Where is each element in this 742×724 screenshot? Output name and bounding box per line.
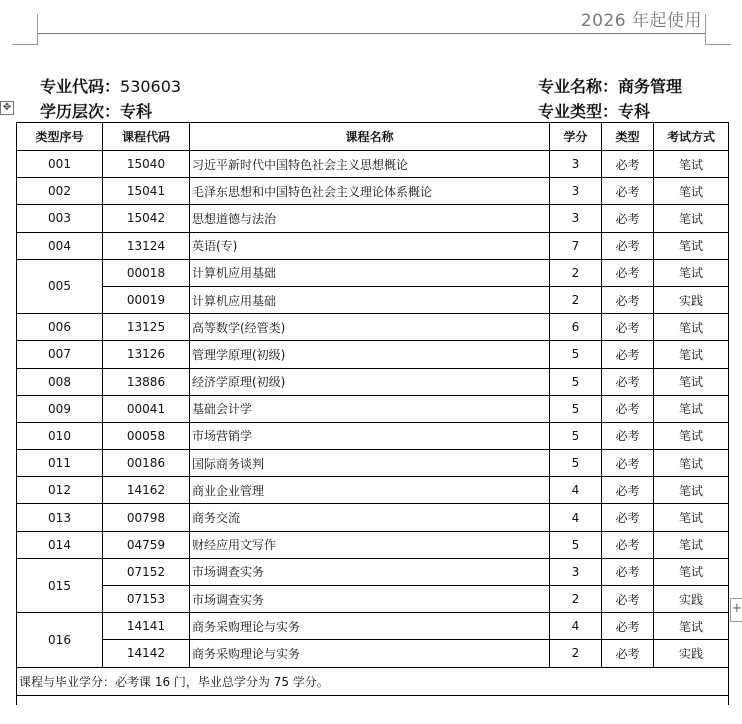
course-code-cell: 14162: [103, 477, 190, 504]
seq-cell: 007: [17, 341, 103, 368]
course-type-cell: 必考: [602, 450, 654, 477]
exam-method-cell: 笔试: [654, 504, 729, 531]
graduation-credits-note: 课程与毕业学分：必考课 16 门，毕业总学分为 75 学分。: [17, 667, 729, 695]
education-level-label: 学历层次：: [40, 102, 121, 121]
course-name-cell: 管理学原理(初级): [190, 341, 550, 368]
course-name-cell: 英语(专): [190, 232, 550, 259]
credits-cell: 5: [550, 450, 602, 477]
course-code-cell: 00041: [103, 395, 190, 422]
seq-cell: 005: [17, 259, 103, 313]
course-code-cell: 13125: [103, 314, 190, 341]
table-row: [17, 450, 729, 477]
header-rule: [38, 33, 705, 34]
course-table: [16, 122, 729, 705]
major-type-label: 专业类型：: [538, 102, 619, 121]
course-code-cell: 00058: [103, 422, 190, 449]
table-row: [17, 613, 729, 640]
course-code-cell: 15041: [103, 178, 190, 205]
exam-method-cell: 笔试: [654, 178, 729, 205]
table-row: [17, 422, 729, 449]
credits-cell: 2: [550, 286, 602, 313]
seq-cell: 012: [17, 477, 103, 504]
table-row: [17, 232, 729, 259]
exam-method-cell: 实践: [654, 286, 729, 313]
exam-method-cell: 笔试: [654, 205, 729, 232]
credits-cell: 4: [550, 477, 602, 504]
education-level-value: 专科: [120, 102, 153, 121]
credits-cell: 5: [550, 368, 602, 395]
credits-cell: 7: [550, 232, 602, 259]
course-code-cell: 07153: [103, 586, 190, 613]
credits-cell: 2: [550, 586, 602, 613]
major-code-value: 530603: [120, 77, 182, 96]
header-credits: 学分: [550, 123, 602, 151]
course-type-cell: 必考: [602, 314, 654, 341]
table-row: [17, 286, 729, 313]
course-type-cell: 必考: [602, 341, 654, 368]
course-name-cell: 习近平新时代中国特色社会主义思想概论: [190, 151, 550, 178]
move-icon[interactable]: ✥: [0, 101, 14, 115]
header-exam: 考试方式: [654, 123, 729, 151]
course-name-cell: 毛泽东思想和中国特色社会主义理论体系概论: [190, 178, 550, 205]
table-row: [17, 151, 729, 178]
seq-cell: 001: [17, 151, 103, 178]
credits-cell: 4: [550, 504, 602, 531]
course-code-cell: 04759: [103, 531, 190, 558]
seq-cell: 002: [17, 178, 103, 205]
course-code-cell: 15040: [103, 151, 190, 178]
course-name-cell: 计算机应用基础: [190, 259, 550, 286]
course-name-cell: 市场营销学: [190, 422, 550, 449]
table-header-row: [17, 123, 729, 151]
credits-cell: 3: [550, 558, 602, 585]
header-type: 类型: [602, 123, 654, 151]
exam-method-cell: 笔试: [654, 151, 729, 178]
course-table-body: [17, 151, 729, 668]
major-type-line: [538, 99, 650, 122]
credits-cell: 5: [550, 395, 602, 422]
exam-method-cell: 笔试: [654, 450, 729, 477]
credits-cell: 2: [550, 259, 602, 286]
table-row: [17, 341, 729, 368]
footer-row: [17, 667, 729, 695]
credits-cell: 6: [550, 314, 602, 341]
credits-cell: 3: [550, 151, 602, 178]
major-name-value: 商务管理: [618, 77, 683, 96]
course-name-cell: 财经应用文写作: [190, 531, 550, 558]
exam-method-cell: 笔试: [654, 341, 729, 368]
page-corner-mark-top-left: [12, 14, 38, 45]
exam-method-cell: 笔试: [654, 477, 729, 504]
exam-method-cell: 笔试: [654, 395, 729, 422]
blank-row: [17, 695, 729, 705]
credits-cell: 3: [550, 178, 602, 205]
course-name-cell: 高等数学(经管类): [190, 314, 550, 341]
course-type-cell: 必考: [602, 586, 654, 613]
exam-method-cell: 笔试: [654, 259, 729, 286]
exam-method-cell: 笔试: [654, 368, 729, 395]
course-name-cell: 商务交流: [190, 504, 550, 531]
course-name-cell: 思想道德与法治: [190, 205, 550, 232]
course-code-cell: 07152: [103, 558, 190, 585]
course-name-cell: 商务采购理论与实务: [190, 640, 550, 667]
course-name-cell: 商业企业管理: [190, 477, 550, 504]
exam-method-cell: 笔试: [654, 232, 729, 259]
course-type-cell: 必考: [602, 477, 654, 504]
seq-cell: 009: [17, 395, 103, 422]
page-corner-mark-top-right: [705, 14, 731, 45]
course-type-cell: 必考: [602, 558, 654, 585]
course-type-cell: 必考: [602, 178, 654, 205]
credits-cell: 4: [550, 613, 602, 640]
seq-cell: 010: [17, 422, 103, 449]
blank-cell: [17, 695, 729, 705]
exam-method-cell: 笔试: [654, 422, 729, 449]
course-code-cell: 00186: [103, 450, 190, 477]
seq-cell: 013: [17, 504, 103, 531]
course-code-cell: 00018: [103, 259, 190, 286]
course-name-cell: 国际商务谈判: [190, 450, 550, 477]
course-code-cell: 14141: [103, 613, 190, 640]
course-type-cell: 必考: [602, 504, 654, 531]
credits-cell: 3: [550, 205, 602, 232]
course-code-cell: 14142: [103, 640, 190, 667]
course-type-cell: 必考: [602, 531, 654, 558]
seq-cell: 015: [17, 558, 103, 612]
header-name: 课程名称: [190, 123, 550, 151]
course-type-cell: 必考: [602, 368, 654, 395]
table-row: [17, 395, 729, 422]
credits-cell: 2: [550, 640, 602, 667]
course-type-cell: 必考: [602, 613, 654, 640]
course-code-cell: 00019: [103, 286, 190, 313]
seq-cell: 016: [17, 613, 103, 667]
table-row: [17, 504, 729, 531]
exam-method-cell: 笔试: [654, 558, 729, 585]
course-name-cell: 经济学原理(初级): [190, 368, 550, 395]
course-code-cell: 13886: [103, 368, 190, 395]
table-row: [17, 586, 729, 613]
credits-cell: 5: [550, 531, 602, 558]
course-code-cell: 00798: [103, 504, 190, 531]
seq-cell: 003: [17, 205, 103, 232]
table-row: [17, 558, 729, 585]
education-level-line: [40, 99, 152, 122]
course-name-cell: 市场调查实务: [190, 558, 550, 585]
course-name-cell: 商务采购理论与实务: [190, 613, 550, 640]
major-name-line: [538, 74, 682, 97]
header-seq: 类型序号: [17, 123, 103, 151]
table-row: [17, 368, 729, 395]
seq-cell: 011: [17, 450, 103, 477]
course-type-cell: 必考: [602, 151, 654, 178]
year-label: 2026 年起使用: [580, 11, 702, 31]
seq-cell: 014: [17, 531, 103, 558]
table-row: [17, 531, 729, 558]
major-type-value: 专科: [618, 102, 651, 121]
exam-method-cell: 笔试: [654, 531, 729, 558]
credits-cell: 5: [550, 422, 602, 449]
exam-method-cell: 笔试: [654, 613, 729, 640]
table-row: [17, 205, 729, 232]
course-type-cell: 必考: [602, 232, 654, 259]
course-type-cell: 必考: [602, 205, 654, 232]
exam-method-cell: 笔试: [654, 314, 729, 341]
course-type-cell: 必考: [602, 422, 654, 449]
exam-method-cell: 实践: [654, 586, 729, 613]
course-type-cell: 必考: [602, 640, 654, 667]
table-row: [17, 477, 729, 504]
credits-cell: 5: [550, 341, 602, 368]
plus-icon[interactable]: +: [730, 598, 742, 622]
major-name-label: 专业名称：: [538, 77, 619, 96]
table-row: [17, 259, 729, 286]
course-code-cell: 13126: [103, 341, 190, 368]
course-type-cell: 必考: [602, 286, 654, 313]
course-code-cell: 13124: [103, 232, 190, 259]
major-code-line: [40, 74, 181, 97]
table-row: [17, 314, 729, 341]
course-name-cell: 市场调查实务: [190, 586, 550, 613]
exam-method-cell: 实践: [654, 640, 729, 667]
course-code-cell: 15042: [103, 205, 190, 232]
seq-cell: 006: [17, 314, 103, 341]
course-name-cell: 计算机应用基础: [190, 286, 550, 313]
course-name-cell: 基础会计学: [190, 395, 550, 422]
course-type-cell: 必考: [602, 259, 654, 286]
table-row: [17, 640, 729, 667]
table-row: [17, 178, 729, 205]
header-code: 课程代码: [103, 123, 190, 151]
major-code-label: 专业代码：: [40, 77, 121, 96]
course-type-cell: 必考: [602, 395, 654, 422]
seq-cell: 008: [17, 368, 103, 395]
seq-cell: 004: [17, 232, 103, 259]
